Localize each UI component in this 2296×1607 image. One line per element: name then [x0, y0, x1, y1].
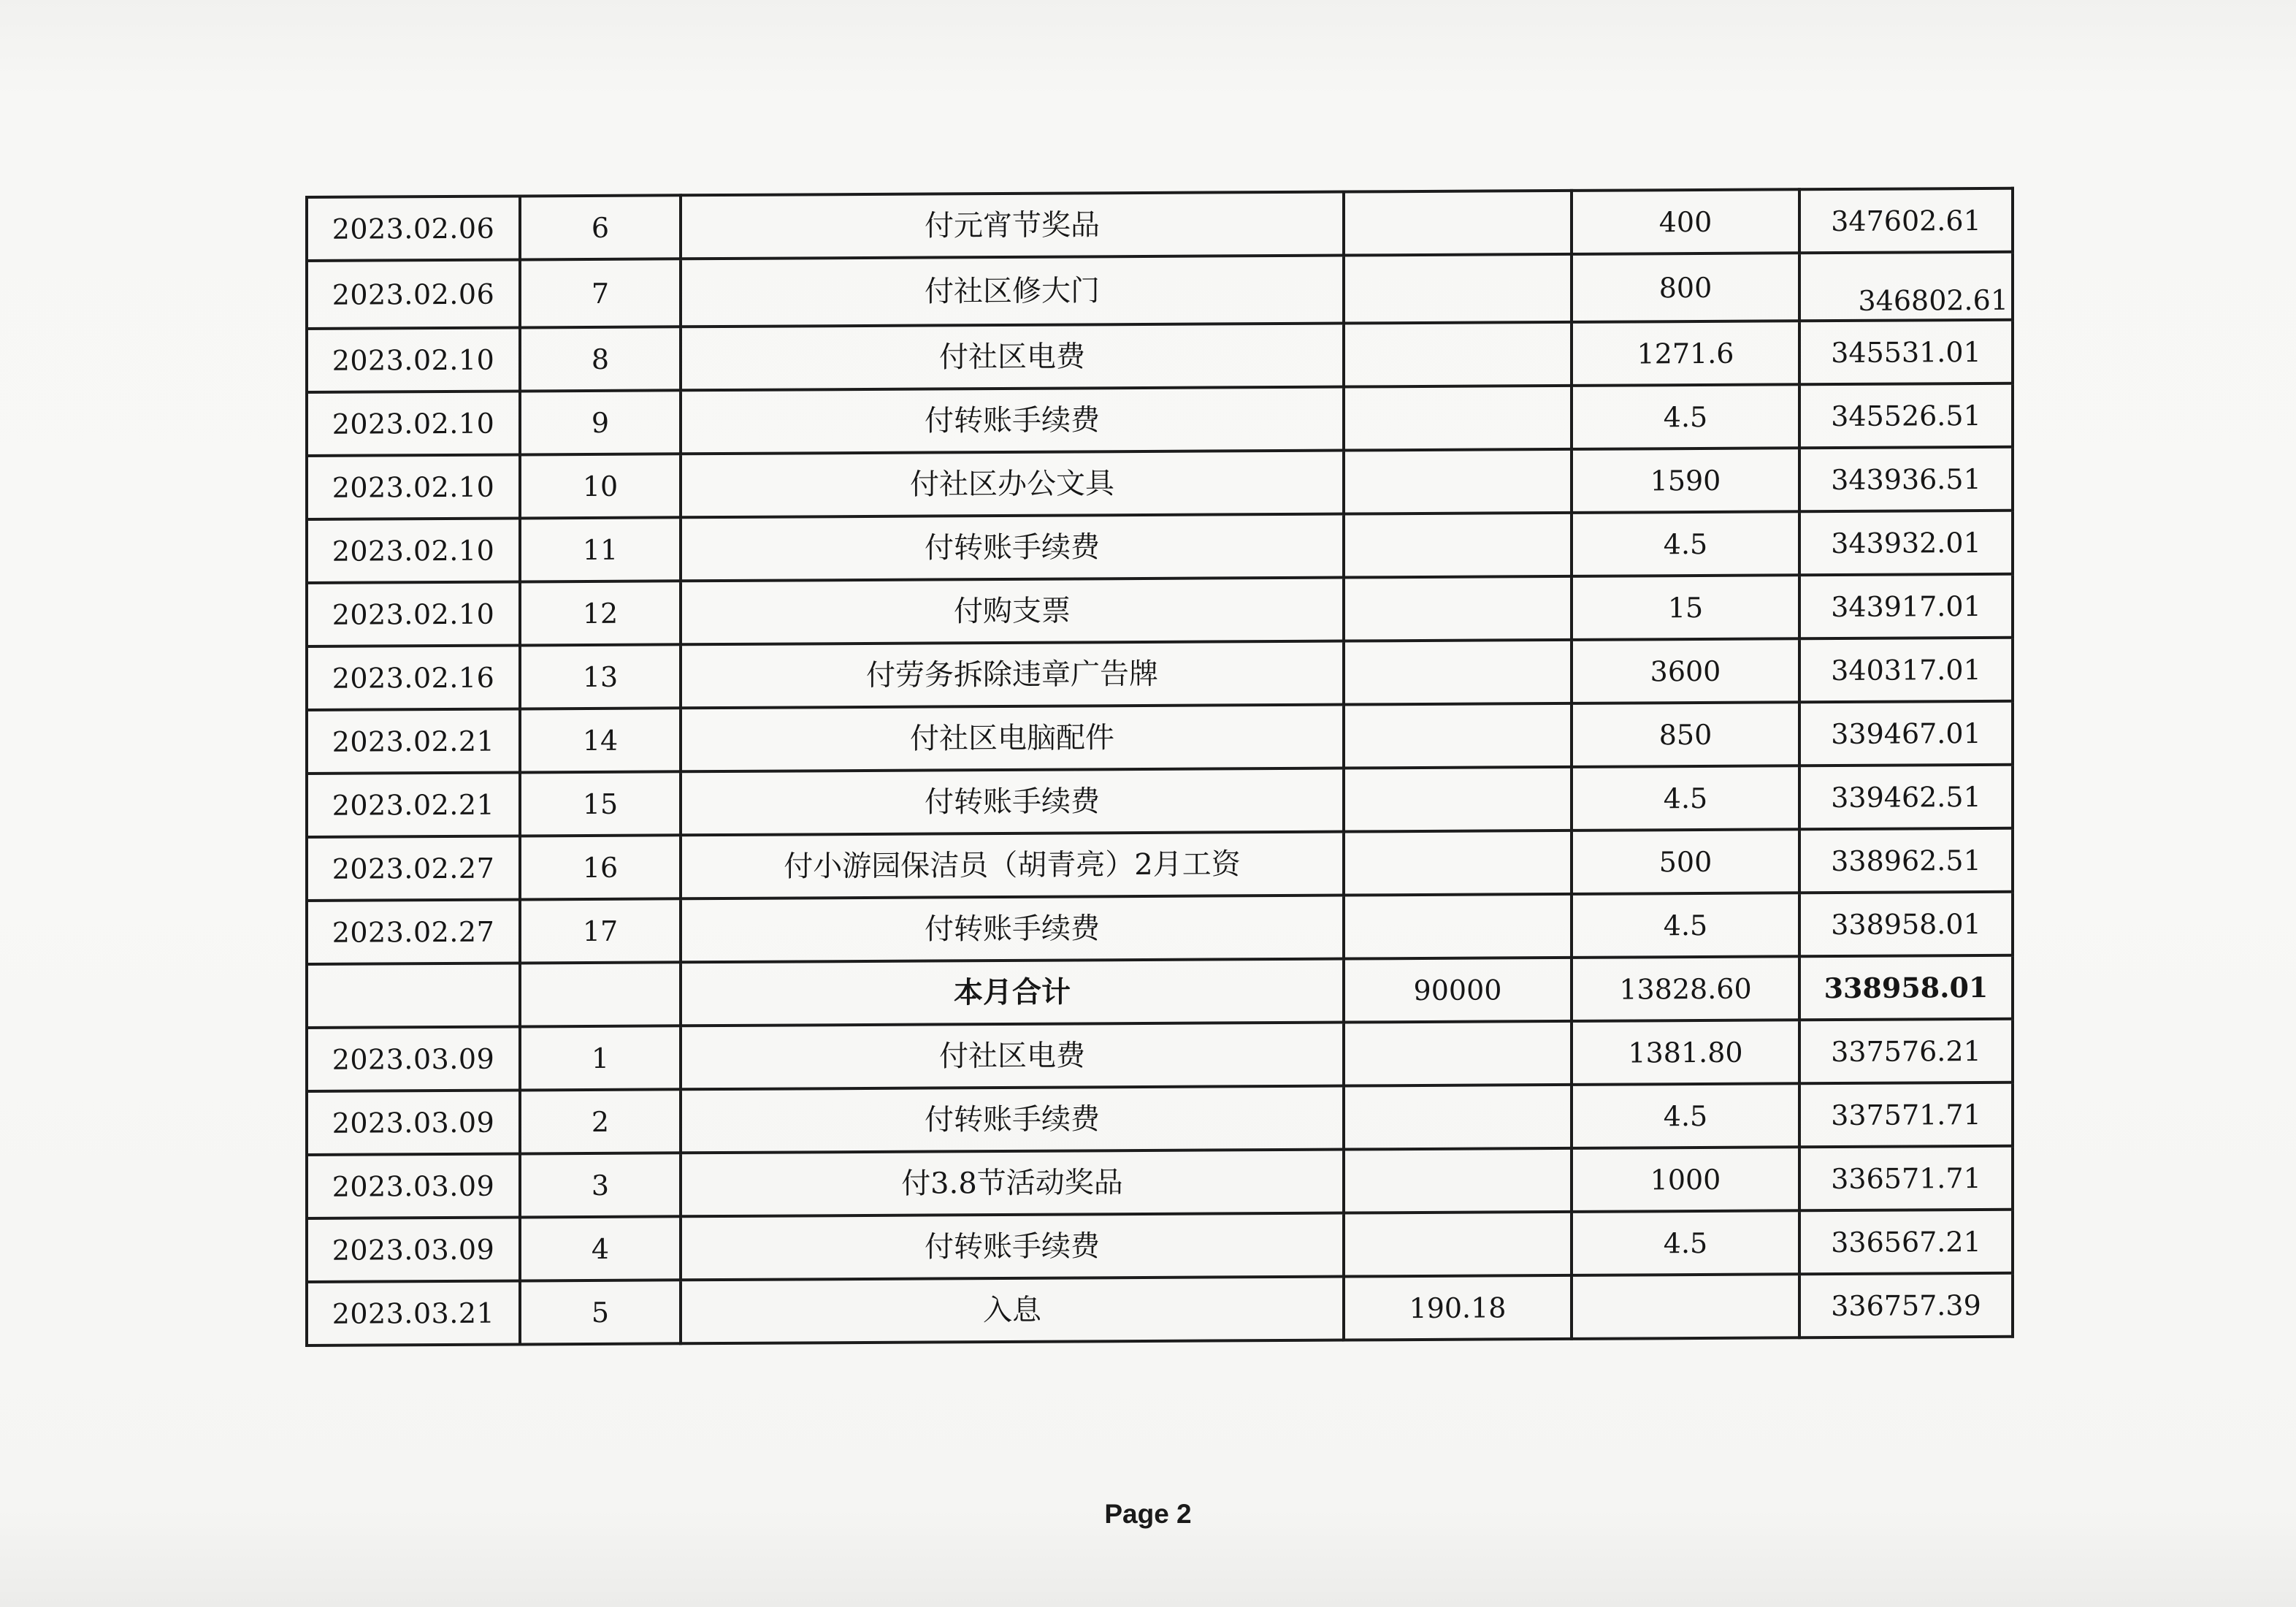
voucher-number-cell: 13: [520, 644, 681, 709]
table-row: [307, 828, 2013, 901]
summary-cell: 付元宵节奖品: [681, 192, 1344, 259]
income-cell: [1344, 1148, 1572, 1213]
balance-cell: 343932.01: [1799, 511, 2013, 576]
date-cell: 2023.02.16: [307, 645, 520, 710]
expense-cell: 4.5: [1572, 893, 1799, 958]
table-row: [307, 1019, 2013, 1091]
balance-cell: 338958.01: [1799, 955, 2013, 1020]
income-cell: 190.18: [1344, 1275, 1572, 1340]
income-cell: [1344, 386, 1572, 451]
expense-cell: 800: [1572, 253, 1799, 322]
expense-cell: 4.5: [1572, 1083, 1799, 1148]
income-cell: [1344, 894, 1572, 959]
expense-cell: 1000: [1572, 1147, 1799, 1212]
balance-cell: 336567.21: [1799, 1210, 2013, 1275]
income-cell: [1344, 767, 1572, 832]
summary-cell: 付3.8节活动奖品: [681, 1150, 1344, 1217]
balance-cell: 336571.71: [1799, 1146, 2013, 1211]
table-row: [307, 574, 2013, 646]
summary-cell: 付小游园保洁员（胡青亮）2月工资: [681, 832, 1344, 899]
date-cell: 2023.02.10: [307, 581, 520, 646]
income-cell: [1344, 831, 1572, 896]
income-cell: [1344, 640, 1572, 705]
table-row: [307, 701, 2013, 774]
balance-cell: 336757.39: [1799, 1273, 2013, 1338]
summary-cell: 付社区电费: [681, 1023, 1344, 1090]
summary-cell: 付转账手续费: [681, 387, 1344, 454]
expense-cell: 4.5: [1572, 1210, 1799, 1275]
voucher-number-cell: 3: [520, 1153, 681, 1217]
balance-cell: 339462.51: [1799, 765, 2013, 830]
voucher-number-cell: 9: [520, 390, 681, 454]
summary-cell: 付转账手续费: [681, 1213, 1344, 1280]
summary-cell: 付社区电脑配件: [681, 705, 1344, 772]
balance-cell: 343917.01: [1799, 574, 2013, 639]
income-cell: [1344, 703, 1572, 768]
voucher-number-cell: 11: [520, 517, 681, 581]
voucher-number-cell: 6: [520, 195, 681, 259]
income-cell: [1344, 1021, 1572, 1086]
voucher-number-cell: [520, 962, 681, 1026]
summary-cell: 付转账手续费: [681, 1086, 1344, 1153]
summary-cell: 入息: [681, 1277, 1344, 1344]
income-cell: 90000: [1344, 958, 1572, 1023]
income-cell: [1344, 1085, 1572, 1150]
table-row: [307, 447, 2013, 519]
balance-cell: 337576.21: [1799, 1019, 2013, 1084]
expense-cell: 13828.60: [1572, 956, 1799, 1021]
voucher-number-cell: 2: [520, 1089, 681, 1153]
summary-cell: 付转账手续费: [681, 768, 1344, 836]
monthly-total-row: [307, 955, 2013, 1028]
voucher-number-cell: 4: [520, 1216, 681, 1280]
voucher-number-cell: 15: [520, 771, 681, 836]
expense-cell: 3600: [1572, 638, 1799, 703]
balance-cell: 340317.01: [1799, 638, 2013, 703]
table-row: [307, 188, 2013, 261]
expense-cell: 1381.80: [1572, 1020, 1799, 1085]
expense-cell: 850: [1572, 702, 1799, 767]
date-cell: 2023.02.27: [307, 899, 520, 964]
voucher-number-cell: 8: [520, 327, 681, 391]
table-row: [307, 1210, 2013, 1282]
date-cell: 2023.03.09: [307, 1026, 520, 1091]
voucher-number-cell: 1: [520, 1026, 681, 1090]
expense-cell: 1271.6: [1572, 321, 1799, 386]
income-cell: [1344, 513, 1572, 578]
date-cell: 2023.02.27: [307, 836, 520, 901]
table-row: [307, 892, 2013, 964]
date-cell: 2023.02.06: [307, 196, 520, 261]
voucher-number-cell: 16: [520, 835, 681, 899]
voucher-number-cell: 7: [520, 259, 681, 327]
date-cell: 2023.02.10: [307, 391, 520, 456]
table-row: [307, 511, 2013, 583]
table-row: [307, 1273, 2013, 1345]
expense-cell: 4.5: [1572, 511, 1799, 576]
date-cell: 2023.02.21: [307, 772, 520, 837]
date-cell: 2023.02.10: [307, 454, 520, 519]
income-cell: [1344, 576, 1572, 641]
date-cell: 2023.03.09: [307, 1090, 520, 1155]
table-row: [307, 638, 2013, 710]
table-row: [307, 1083, 2013, 1155]
summary-cell: 付社区办公文具: [681, 451, 1344, 518]
table-row: [307, 383, 2013, 456]
balance-cell: 345531.01: [1799, 320, 2013, 385]
table-row: [307, 252, 2013, 329]
balance-cell: 337571.71: [1799, 1083, 2013, 1148]
summary-cell: 付购支票: [681, 578, 1344, 645]
balance-cell: 343936.51: [1799, 447, 2013, 512]
balance-cell: 338958.01: [1799, 892, 2013, 957]
date-cell: [307, 963, 520, 1028]
table-row: [307, 320, 2013, 392]
balance-cell: 338962.51: [1799, 828, 2013, 893]
summary-cell: 付劳务拆除违章广告牌: [681, 641, 1344, 709]
ledger-table: [305, 187, 2014, 1347]
expense-cell: 400: [1572, 189, 1799, 254]
balance-cell: 347602.61: [1799, 188, 2013, 253]
summary-cell: 付转账手续费: [681, 514, 1344, 581]
voucher-number-cell: 17: [520, 898, 681, 963]
date-cell: 2023.02.10: [307, 327, 520, 392]
expense-cell: 500: [1572, 829, 1799, 894]
expense-cell: 4.5: [1572, 766, 1799, 831]
date-cell: 2023.02.21: [307, 709, 520, 774]
date-cell: 2023.02.06: [307, 259, 520, 329]
expense-cell: 1590: [1572, 448, 1799, 513]
income-cell: [1344, 191, 1572, 256]
date-cell: 2023.03.09: [307, 1153, 520, 1218]
voucher-number-cell: 5: [520, 1280, 681, 1344]
balance-cell: 345526.51: [1799, 383, 2013, 448]
summary-cell: 付社区电费: [681, 324, 1344, 391]
expense-cell: 15: [1572, 575, 1799, 640]
ledger-body: [307, 188, 2013, 1345]
income-cell: [1344, 322, 1572, 387]
balance-cell: 339467.01: [1799, 701, 2013, 766]
income-cell: [1344, 1212, 1572, 1277]
table-row: [307, 765, 2013, 837]
table-row: [307, 1146, 2013, 1218]
date-cell: 2023.03.21: [307, 1280, 520, 1345]
summary-cell: 付转账手续费: [681, 896, 1344, 963]
summary-cell: 本月合计: [681, 959, 1344, 1026]
summary-cell: 付社区修大门: [681, 256, 1344, 327]
expense-cell: 4.5: [1572, 384, 1799, 449]
income-cell: [1344, 254, 1572, 324]
balance-cell: 346802.61: [1799, 252, 2013, 321]
page-number: Page 2: [1104, 1499, 1192, 1529]
date-cell: 2023.03.09: [307, 1217, 520, 1282]
date-cell: 2023.02.10: [307, 518, 520, 583]
voucher-number-cell: 10: [520, 454, 681, 518]
expense-cell: [1572, 1274, 1799, 1339]
income-cell: [1344, 449, 1572, 514]
voucher-number-cell: 12: [520, 581, 681, 645]
voucher-number-cell: 14: [520, 708, 681, 772]
